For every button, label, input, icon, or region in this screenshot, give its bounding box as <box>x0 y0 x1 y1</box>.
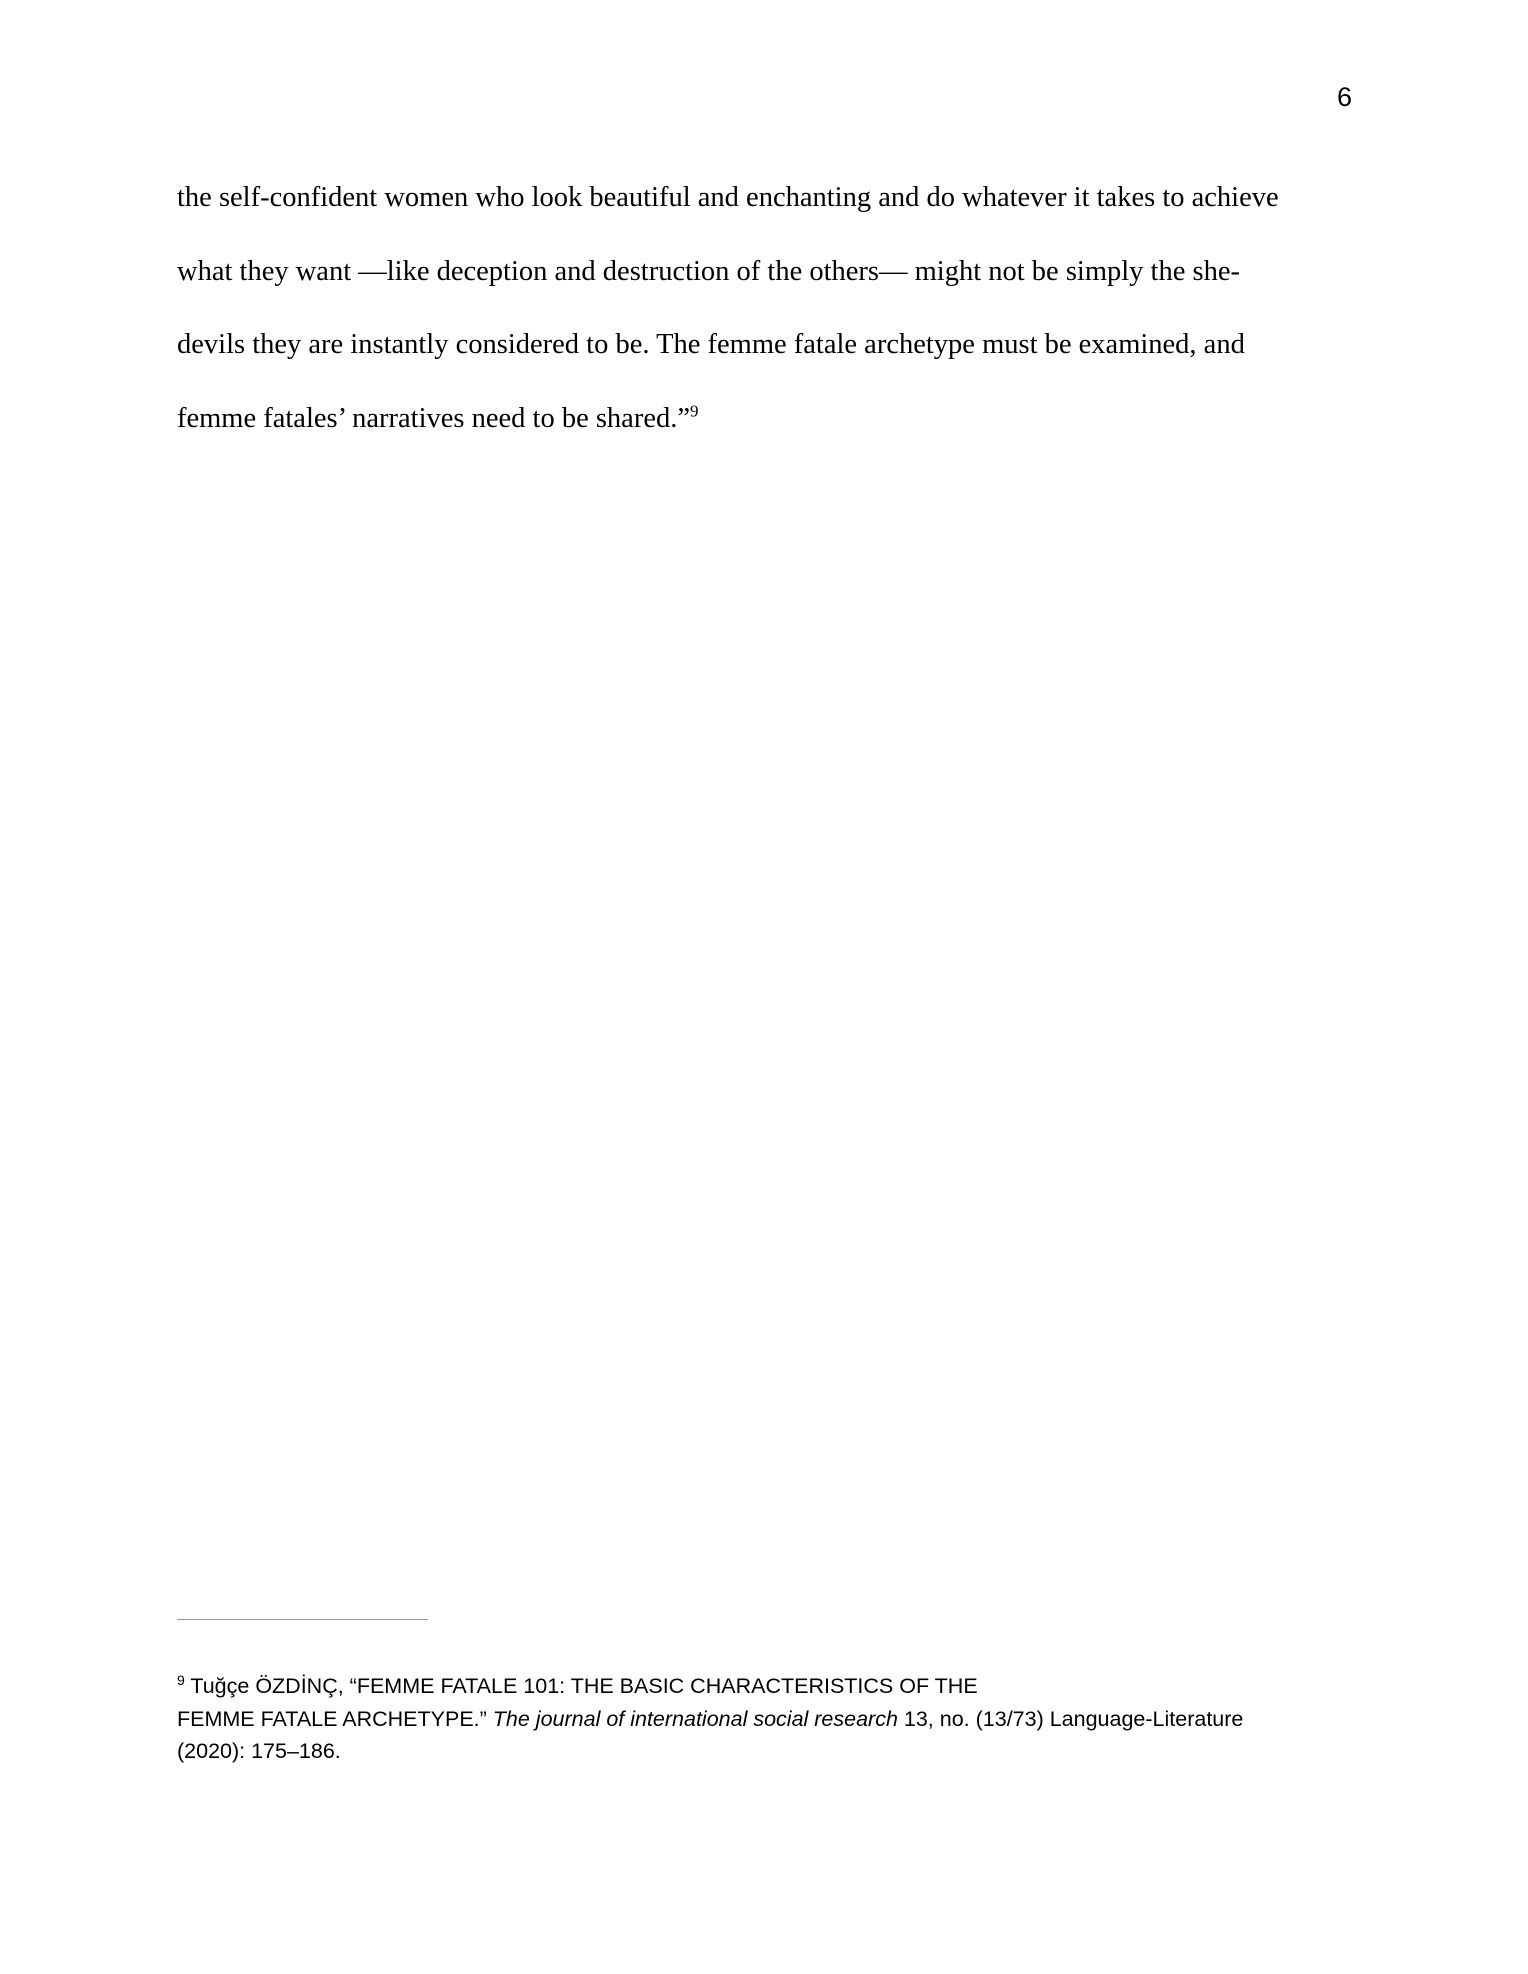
body-line-1: the self-confident women who look beautiful and enchanting and do whatever it takes to achieve <box>177 182 1279 213</box>
body-line-2: what they want —like deception and destruction of the others— might not be simply the she- <box>177 255 1240 287</box>
footnote-reference[interactable]: 9 <box>690 401 699 420</box>
body-line-4-text: femme fatales’ narratives need to be shared.” <box>177 402 690 434</box>
footnote-line-1 <box>177 1670 1357 1703</box>
footnote-line-1-text: Tuğçe ÖZDİNÇ, “FEMME FATALE 101: THE BASIC CHARACTERISTICS OF THE <box>190 1674 978 1698</box>
footnote-title-end: FEMME FATALE ARCHETYPE.” <box>177 1706 493 1731</box>
footnote <box>177 1670 1357 1768</box>
footnote-line-3: (2020): 175–186. <box>177 1739 341 1763</box>
body-line-3: devils they are instantly considered to be. The femme fatale archetype must be examined, and <box>177 329 1245 360</box>
footnote-journal-name: The journal of international social research <box>492 1706 898 1731</box>
body-line-4 <box>177 391 1357 465</box>
footnote-line-2 <box>177 1703 1357 1736</box>
page-number: 6 <box>1336 82 1352 112</box>
footnote-volume-info: 13, no. (13/73) Language-Literature <box>897 1706 1244 1731</box>
footnote-separator <box>177 1619 428 1620</box>
footnote-marker: 9 <box>177 1671 185 1688</box>
body-paragraph <box>177 170 1357 464</box>
